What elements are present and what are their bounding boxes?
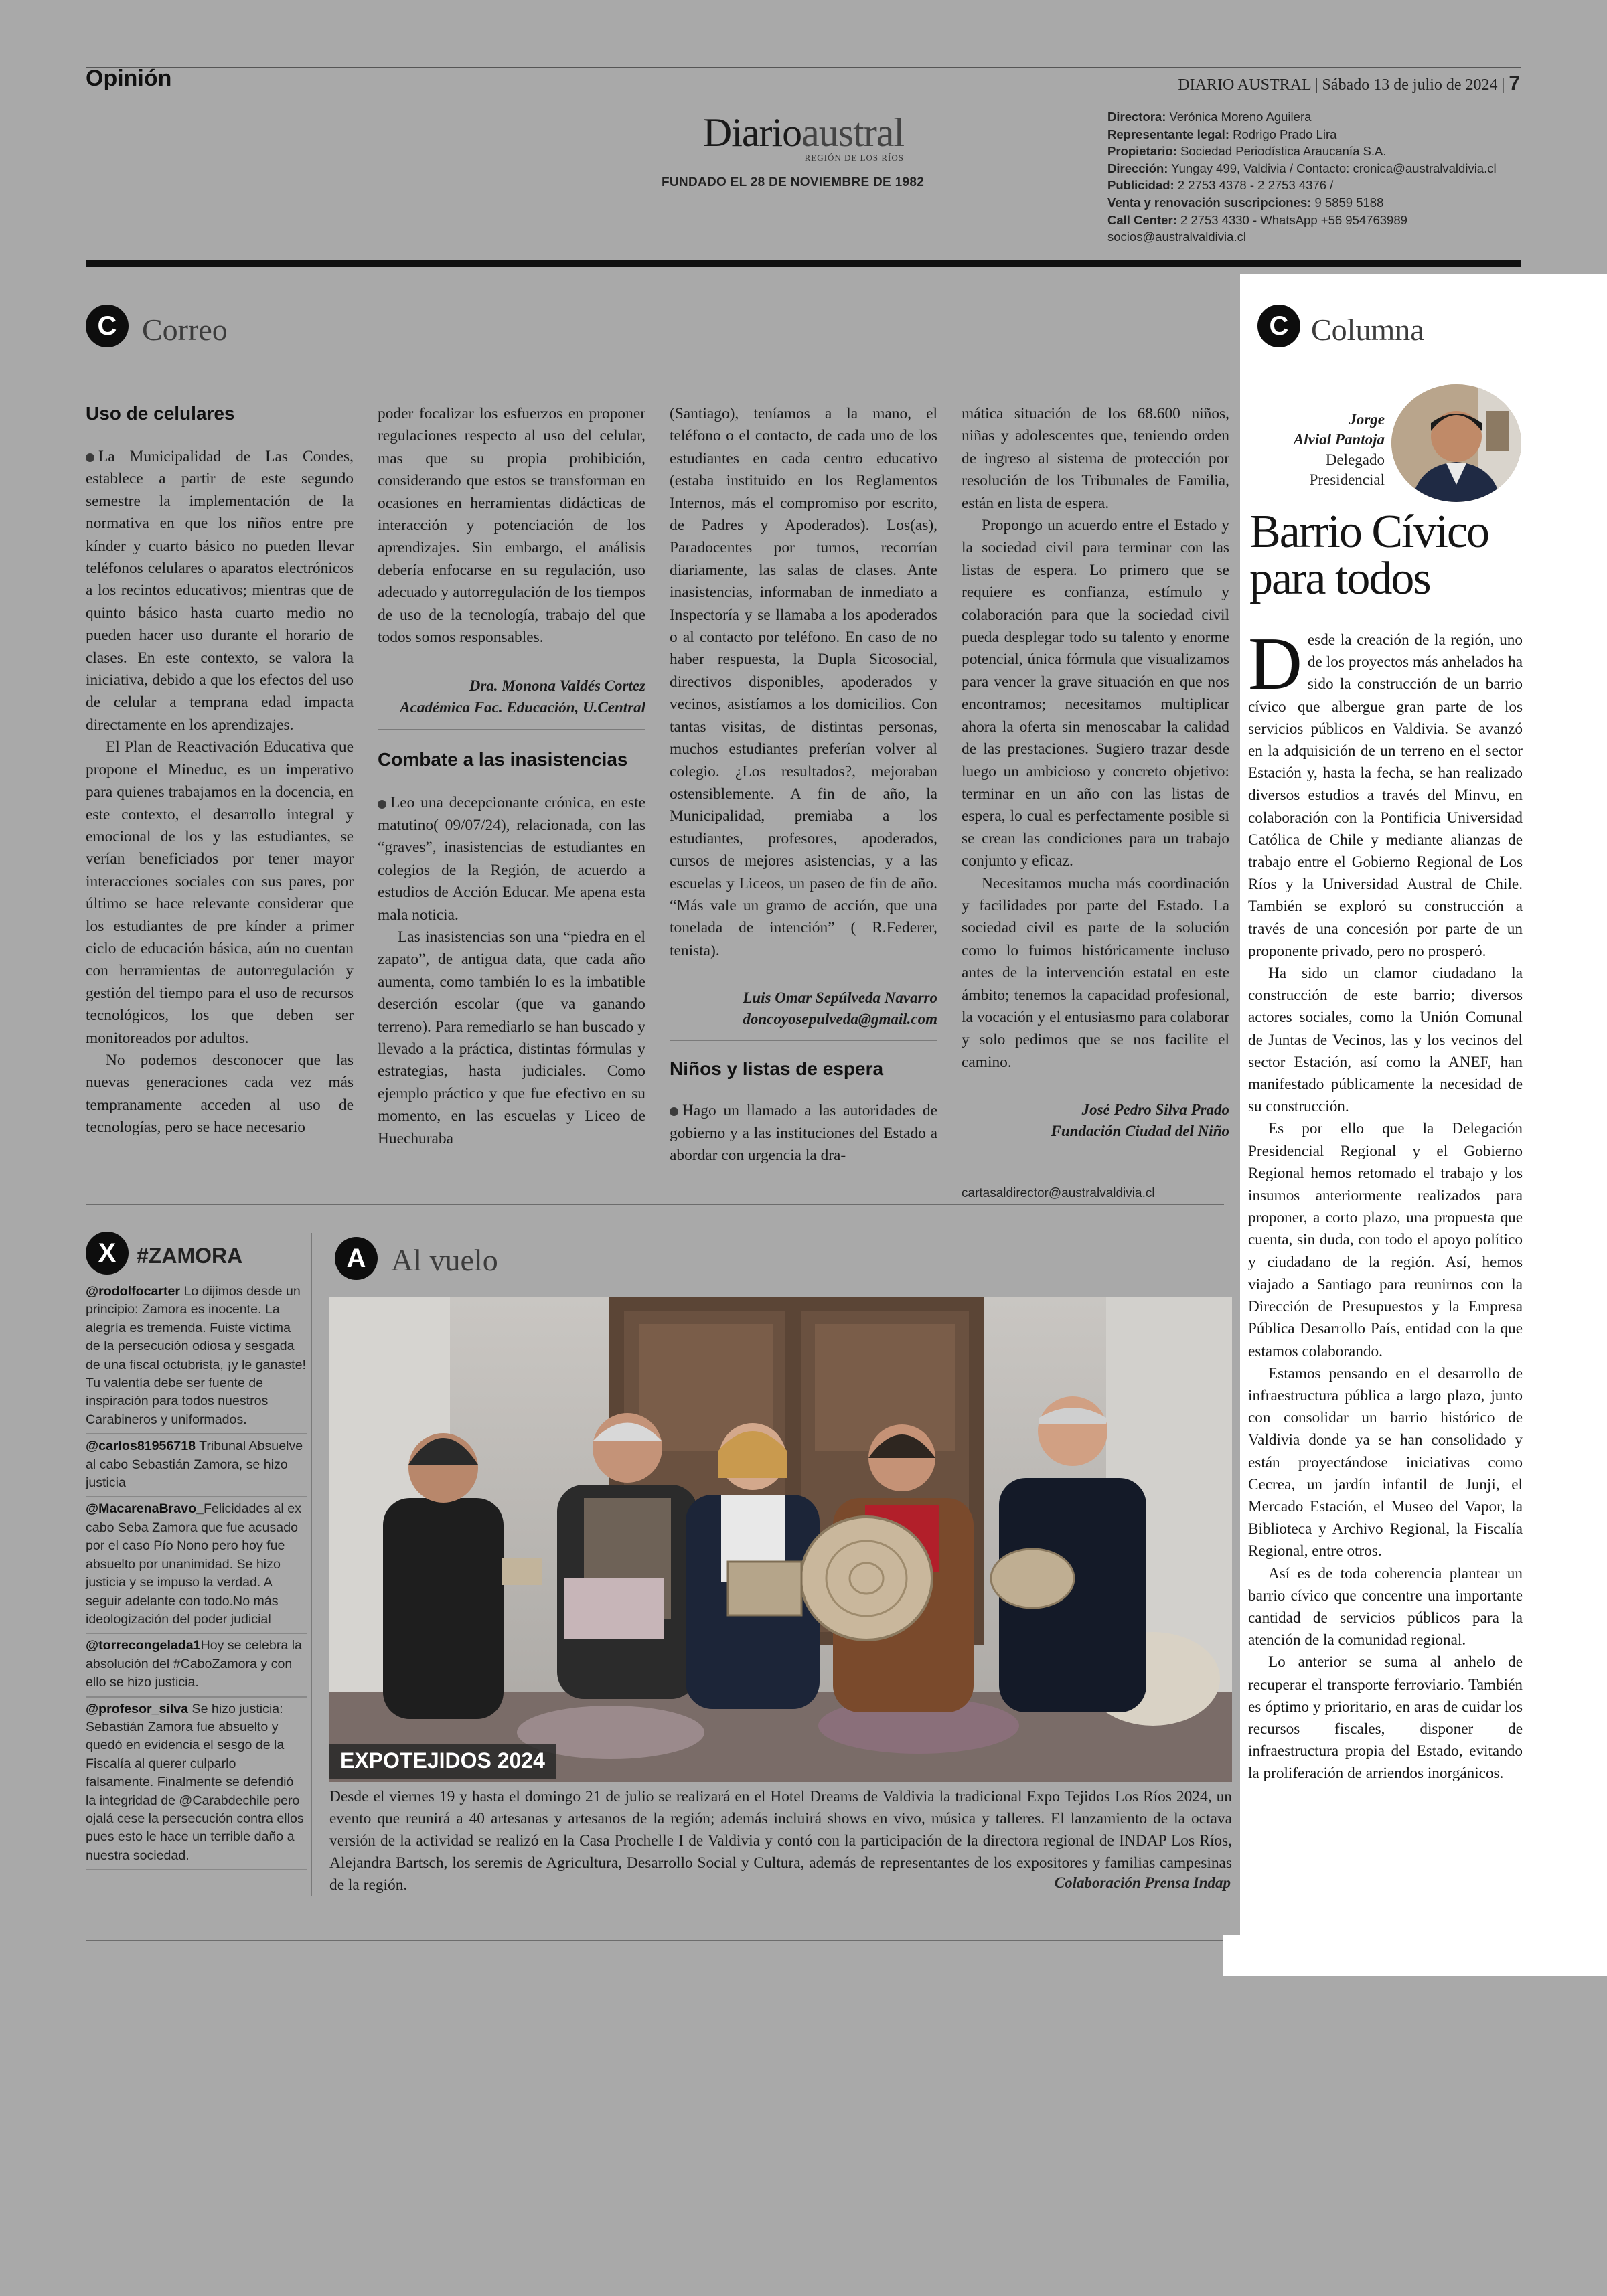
staff-value: Yungay 499, Valdivia / Contacto: cronica@australvaldivia.cl: [1171, 161, 1497, 175]
tweet-text: Se hizo justicia: Sebastián Zamora fue absuelto y quedó en evidencia el sesgo de la Fiscalía al querer culparlo falsamente. Finalmente se defendió la integridad de @Carabdechile pero ojalá cese la persecución contra ellos pues esto le hace un terrible daño a nuestra sociedad.: [86, 1701, 304, 1863]
tweet-handle: @carlos81956718: [86, 1439, 196, 1454]
tweet-item: [86, 1698, 307, 1871]
tweet-handle: @profesor_silva: [86, 1701, 189, 1716]
correo-col-3: [670, 403, 937, 1167]
zamora-title: #ZAMORA: [137, 1244, 243, 1268]
alvuelo-badge: A: [335, 1237, 378, 1280]
letter-paragraph: Necesitamos mucha más coordinación y facilidades por parte del Estado. La sociedad civil es parte de la solución como lo fuimos históricamente incluso antes de la intervención estatal en este ámbito; tenemos la capacidad profesional, la vocación y el entusiasmo para colaborar y solo pedimos que se nos facilite el camino.: [962, 874, 1229, 1071]
author-avatar: [1391, 384, 1521, 502]
top-thin-rule: [86, 67, 1521, 68]
correo-title: Correo: [142, 313, 228, 347]
header-thick-rule: [86, 260, 1521, 267]
signature-role: doncoyosepulveda@gmail.com: [743, 1011, 937, 1028]
tweet-handle: @MacarenaBravo_: [86, 1501, 204, 1517]
tweet-item: [86, 1497, 307, 1634]
expotejidos-photo: [329, 1297, 1232, 1782]
columna-paragraph: Es por ello que la Delegación Presidencial Regional y el Gobierno Regional hemos retomado el trabajo y los insumos anteriormente realizados para proponer, a corto plazo, una propuesta que cuenta, sin duda, con todo el apoyo político y ciudadano de la región. Así, hemos viajado a Santiago para reunirnos con la Dirección de Presupuestos y la Empresa Pública Desarrollo País, entidad con la que estamos colaborando.: [1248, 1120, 1523, 1360]
letter-paragraph: Leo una decepcionante crónica, en este matutino( 09/07/24), relacionada, con las “graves”, inasistencias de estudiantes en colegios de la Región, de acuerdo a estudios de Acción Educar. Me apena esta mala noticia.: [378, 794, 645, 924]
author-first: Jorge: [1349, 411, 1385, 428]
letter-heading-ninos: Niños y listas de espera: [670, 1058, 884, 1080]
staff-value: Rodrigo Prado Lira: [1233, 127, 1337, 141]
letter-paragraph: poder focalizar los esfuerzos en proponer regulaciones respecto al uso del celular, mas que su propia prohibición, considerando que estos se transforman en ocasiones en herramientas didácticas de interacción y potenciación de los aprendizajes. Sin embargo, el análisis debería enfocarse en su regulación, uso adecuado y autorregulación de los tiempos de uso de la tecnología, trabajo del que todos somos responsables.: [378, 405, 645, 647]
tweet-text: Felicidades al ex cabo Seba Zamora que fue acusado por el caso Pío Nono pero hoy fue absuelto por unanimidad. Se hizo justicia y se impuso la verdad. A seguir adelante con todo.No más ideologización del poder judicial: [86, 1501, 301, 1627]
letter-paragraph: No podemos desconocer que las nuevas generaciones cada vez más tempranamente acceden al uso de tecnologías, pero se hace necesario: [86, 1051, 354, 1137]
columna-box-ext: [1223, 1935, 1607, 1976]
columna-paragraph: Así es de toda coherencia plantear un barrio cívico que concentre una importante cantidad de servicios públicos para la atención de la comunidad regional.: [1248, 1564, 1523, 1649]
logo-second: austral: [801, 110, 905, 155]
staff-value: 2 2753 4378 - 2 2753 4376 /: [1177, 178, 1334, 193]
staff-value: 2 2753 4330 - WhatsApp +56 954763989: [1180, 212, 1407, 227]
staff-value: Sociedad Periodística Araucanía S.A.: [1180, 144, 1387, 159]
tweet-handle: @rodolfocarter: [86, 1284, 181, 1299]
letter-paragraph: Las inasistencias son una “piedra en el zapato”, de antigua data, que cada año aumenta, como también lo es la imbatible deserción escolar (que va ganando terreno). Para remediarlo se han buscado y llevado a la práctica, distintas fórmulas y estrategias, hasta judiciales. Como ejemplo práctico y que fue efectivo en su momento, en las escuelas y Liceo de Huechuraba: [378, 928, 645, 1147]
columna-headline: [1249, 506, 1488, 604]
correo-col-2: [378, 403, 645, 1150]
columna-first-paragraph: Desde la creación de la región, uno de los proyectos más anhelados ha sido la construcción de un barrio cívico que albergue gran parte de los servicios públicos en Valdivia. Se avanzó en la adquisición de un terreno en el sector Estación y, hasta la fecha, se han realizado diversos estudios a través del Minvu, en colaboración con la Pontificia Universidad Católica de Chile y mediante alianzas de trabajo entre el Gobierno Regional de Los Ríos y la Universidad Austral de Chile. También se exploró su construcción a través de una concesión por parte de un proponente privado, pero no prosperó.: [1248, 623, 1523, 960]
letter-heading-inasistencias: Combate a las inasistencias: [378, 749, 628, 770]
staff-line: [1107, 177, 1497, 194]
bullet-dot: [86, 453, 94, 462]
staff-value: 9 5859 5188: [1314, 195, 1384, 210]
columna-body: [1248, 623, 1523, 1785]
signature-name: José Pedro Silva Prado: [1081, 1101, 1229, 1119]
columna-badge: C: [1257, 305, 1300, 347]
tweet-list: [86, 1280, 307, 1870]
columna-paragraph: Ha sido un clamor ciudadano la construcción de este barrio; diversos actores sociales, como la Unión Comunal de Juntas de Vecinos, las y los vecinos del sector Estación, así como la ANEF, han manifestado públicamente la necesidad de su construcción.: [1248, 965, 1523, 1116]
logo-main: Diario: [702, 110, 802, 155]
masthead-right: [1178, 72, 1520, 95]
tweet-text: Tribunal Absuelve al cabo Sebastián Zamora, se hizo justicia: [86, 1439, 303, 1491]
photo-illustration: [329, 1297, 1232, 1782]
tweet-text: Lo dijimos desde un principio: Zamora es inocente. La alegría es tremenda. Fuiste víctima de la persecución odiosa y sesgada de una fiscal octubrista, ¡y le ganaste! Tu valentía debe ser fuente de inspiración para todos nuestros Carabineros y uniformados.: [86, 1284, 306, 1427]
signature-role: Fundación Ciudad del Niño: [1051, 1123, 1229, 1140]
signature-role: Académica Fac. Educación, U.Central: [400, 699, 645, 716]
headline-line-1: Barrio Cívico: [1249, 506, 1488, 558]
letter-paragraph: El Plan de Reactivación Educativa que propone el Mineduc, es un imperativo para quienes trabajamos en la docencia, en este contexto, el desarrollo integral y emocional de los y las estudiantes, se verían beneficiados por tener mayor interacciones sociales con sus pares, por último se hace relevante considerar que los estudiantes de pre kínder a primer ciclo de educación básica, aún no cuentan con herramientas de autorregulación y gestión del tiempo para el uso de recursos tecnológicos, los que deben ser monitoreados por adultos.: [86, 738, 354, 1047]
letters-email: cartasaldirector@australvaldivia.cl: [962, 1186, 1155, 1200]
author-portrait: [1391, 384, 1521, 502]
author-role-2: Presidencial: [1309, 471, 1385, 488]
staff-box: [1107, 108, 1497, 246]
staff-label: Representante legal:: [1107, 127, 1229, 141]
bullet-dot: [670, 1107, 678, 1116]
letter-paragraph: La Municipalidad de Las Condes, establece a partir de este segundo semestre la implementación de la normativa en que los niños entre pre kínder y cuarto básico no pueden llevar teléfonos celulares o aparatos electrónicos a los recintos educativos; mientras que de quinto básico hasta cuarto medio no pueden hacer uso durante el horario de clases. En este contexto, se valora la iniciativa, debido a que los efectos del uso de celular a temprana edad impacta directamente en los aprendizajes.: [86, 448, 354, 734]
bullet-dot: [378, 800, 386, 809]
author-last: Alvial Pantoja: [1293, 431, 1385, 448]
page-number: 7: [1509, 72, 1520, 94]
columna-paragraph: Estamos pensando en el desarrollo de infraestructura pública a largo plazo, junto con consolidar un barrio histórico de Valdivia donde ya se han consolidado y están proyectándose iniciativas como Cecrea, un jardín infantil de Junji, el Mercado Estación, el Museo del Vapor, la Biblioteca y Archivo Regional, la Fiscalía Regional, entre otros.: [1248, 1364, 1523, 1560]
staff-label: Dirección:: [1107, 161, 1168, 175]
column-separator: [311, 1233, 312, 1896]
staff-label: Directora:: [1107, 110, 1166, 124]
newspaper-logo: [690, 112, 917, 163]
caption-text: Desde el viernes 19 y hasta el domingo 21 de julio se realizará en el Hotel Dreams de Valdivia la tradicional Expo Tejidos Los Ríos 2024, un evento que reunirá a 40 artesanas y artesanos de la región; además incluirá shows en vivo, música y talleres. El lanzamiento de la octava versión de la actividad se realizó en la Casa Prochelle I de Valdivia y contó con la participación de la directora regional de INDAP Los Ríos, Alejandra Bartsch, los seremis de Agricultura, Desarrollo Social y Cultura, además de representantes de los expositores y familias campesinas de la región.: [329, 1788, 1232, 1894]
signature-name: Luis Omar Sepúlveda Navarro: [743, 989, 937, 1007]
founded-line: FUNDADO EL 28 DE NOVIEMBRE DE 1982: [662, 175, 925, 189]
alvuelo-title: Al vuelo: [391, 1243, 498, 1277]
correo-bottom-rule: [86, 1204, 1224, 1205]
letter-heading-celulares: Uso de celulares: [86, 403, 235, 424]
staff-label: Venta y renovación suscripciones:: [1107, 195, 1312, 210]
columna-paragraph: Lo anterior se suma al anhelo de recuperar el transporte ferroviario. También es óptimo y prioritario, en aras de cuidar los recursos fiscales, disponer de infraestructura propia del Estado, evitando la proliferación de arriendos inorgánicos.: [1248, 1653, 1523, 1783]
tweet-item: [86, 1634, 307, 1697]
columna-title: Columna: [1311, 313, 1424, 347]
staff-line: [1107, 228, 1497, 246]
correo-badge: C: [86, 305, 129, 347]
section-label: Opinión: [86, 66, 172, 91]
staff-label: Propietario:: [1107, 144, 1177, 159]
correo-col-4: [962, 403, 1229, 1142]
zamora-badge: X: [86, 1232, 129, 1275]
letter-paragraph: Propongo un acuerdo entre el Estado y la sociedad civil para terminar con las listas de espera. Lo primero que se requiere es confianza, estímulo y colaboración para que la sociedad civil pueda desplegar todo su talento y enorme potencial, única fórmula que visualizamos para vencer la grave situación en que nos encontramos; necesitamos multiplicar ahora la oferta sin menoscabar la calidad de las prestaciones. Sugiero trazar desde luego un ambicioso y concreto objetivo: terminar en un año con las listas de espera, lo cual es perfectamente posible si se crean las condiciones para un trabajo conjunto y eficaz.: [962, 517, 1229, 870]
tweet-text: Hoy se celebra la absolución del #CaboZamora y con ello se hizo justicia.: [86, 1638, 302, 1690]
staff-label: Publicidad:: [1107, 178, 1174, 193]
staff-line: [1107, 194, 1497, 212]
letter-paragraph: mática situación de los 68.600 niños, niñas y adolescentes que, teniendo orden de ingreso al sistema de protección por resolución de los Tribunales de Familia, están en lista de espera.: [962, 405, 1229, 512]
staff-line: [1107, 212, 1497, 229]
tweet-item: [86, 1434, 307, 1497]
staff-line: [1107, 160, 1497, 177]
dropcap: D: [1248, 623, 1302, 706]
correo-col-1: [86, 400, 354, 1139]
photo-credit: Colaboración Prensa Indap: [1054, 1874, 1231, 1891]
staff-line: [1107, 108, 1497, 126]
author-role-1: Delegado: [1325, 451, 1385, 468]
staff-label: Call Center:: [1107, 212, 1177, 227]
tweet-item: [86, 1280, 307, 1434]
letter-paragraph: Hago un llamado a las autoridades de gobierno y a las instituciones del Estado a abordar con urgencia la dra-: [670, 1102, 937, 1164]
tweet-handle: @torrecongelada1: [86, 1638, 201, 1653]
photo-label: EXPOTEJIDOS 2024: [329, 1744, 556, 1779]
signature-name: Dra. Monona Valdés Cortez: [469, 677, 645, 695]
author-byline: [1259, 410, 1385, 490]
staff-value: Verónica Moreno Aguilera: [1169, 110, 1312, 124]
staff-line: [1107, 143, 1497, 160]
masthead-date: DIARIO AUSTRAL | Sábado 13 de julio de 2024 |: [1178, 76, 1505, 94]
staff-value: socios@australvaldivia.cl: [1107, 230, 1246, 244]
logo-sub: REGIÓN DE LOS RÍOS: [804, 153, 904, 163]
staff-line: [1107, 126, 1497, 143]
headline-line-2: para todos: [1249, 553, 1430, 604]
letter-paragraph: (Santiago), teníamos a la mano, el teléfono o el contacto, de cada uno de los estudiantes en cada centro educativo (estaba instituido en los Reglamentos Internos, más el compromiso por escrito, de Padres y Apoderados). Los(as), Paradocentes por turnos, recorrían diariamente, las salas de clases. Ante inasistencias, informaban de inmediato a Inspectoría y se llamaba a los apoderados o al contacto por teléfono. En caso de no haber respuesta, la Dupla Sicosocial, directivos disponibles, apoderados y vecinos, asistíamos a los domicilios. Con tantas visitas, de distintas personas, muchos estudiantes preferían volver al colegio. ¿Los resultados?, mejoraban ostensiblemente. A fin de año, la Municipalidad, premiaba a los estudiantes, profesores, apoderados, cursos de mejores asistencias, y a las escuelas y Liceos, un paseo de fin de año. “Más vale un gramo de acción, que una tonelada de intención” ( R.Federer, tenista).: [670, 405, 937, 959]
